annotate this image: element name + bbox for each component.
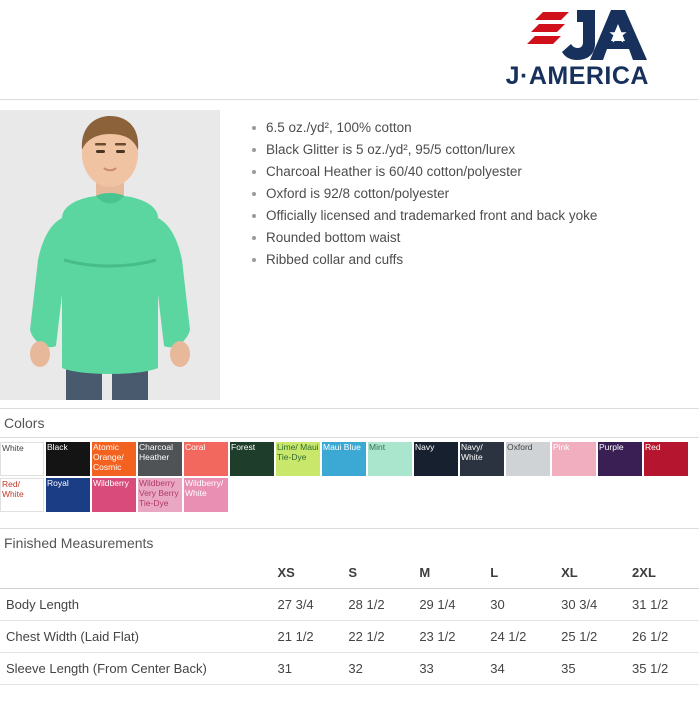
color-swatch[interactable] — [322, 442, 366, 476]
measurement-label: Sleeve Length (From Center Back) — [0, 653, 274, 685]
feature-item: Ribbed collar and cuffs — [250, 250, 679, 270]
color-label: Red — [645, 442, 661, 452]
color-swatch[interactable] — [46, 442, 90, 476]
color-label: Red/ White — [2, 479, 24, 499]
ja-star-logo-svg — [491, 6, 651, 66]
color-swatch[interactable] — [552, 442, 596, 476]
ja-star-logo-icon — [491, 6, 651, 62]
measurement-value: 35 — [557, 653, 628, 685]
size-header-m: M — [415, 557, 486, 589]
brand-name: J·AMERICA — [505, 62, 649, 90]
color-label: Oxford — [507, 442, 533, 452]
product-overview — [0, 100, 699, 400]
measurement-value: 34 — [486, 653, 557, 685]
color-swatch[interactable] — [506, 442, 550, 476]
color-swatches — [0, 438, 699, 520]
size-header-l: L — [486, 557, 557, 589]
measurement-value: 24 1/2 — [486, 621, 557, 653]
color-label: Charcoal Heather — [139, 442, 174, 462]
color-label: Lime/ Maui Tie-Dye — [277, 442, 319, 462]
color-label: Navy — [415, 442, 435, 452]
table-row — [0, 589, 699, 621]
color-label: Maui Blue — [323, 442, 361, 452]
color-swatch[interactable] — [0, 442, 44, 476]
feature-item: Charcoal Heather is 60/40 cotton/polyester — [250, 162, 679, 182]
measurement-label: Body Length — [0, 589, 274, 621]
feature-item: Officially licensed and trademarked front and back yoke — [250, 206, 679, 226]
color-label: Navy/ White — [461, 442, 483, 462]
color-swatch[interactable] — [92, 442, 136, 476]
color-swatch[interactable] — [230, 442, 274, 476]
feature-item: 6.5 oz./yd², 100% cotton — [250, 118, 679, 138]
measurements-section-title: Finished Measurements — [0, 528, 699, 557]
page-header — [0, 0, 699, 100]
color-label: Coral — [185, 442, 206, 452]
measurement-value: 29 1/4 — [415, 589, 486, 621]
table-row — [0, 653, 699, 685]
measurement-value: 31 1/2 — [628, 589, 699, 621]
color-label: Wildberry Very Berry Tie-Dye — [139, 478, 179, 508]
size-header-s: S — [344, 557, 415, 589]
measurements-table — [0, 557, 699, 685]
table-row — [0, 621, 699, 653]
color-swatch[interactable] — [276, 442, 320, 476]
table-header-row — [0, 557, 699, 589]
color-swatch[interactable] — [368, 442, 412, 476]
size-header-xl: XL — [557, 557, 628, 589]
color-swatch[interactable] — [46, 478, 90, 512]
color-swatch[interactable] — [184, 478, 228, 512]
color-swatch[interactable] — [414, 442, 458, 476]
measurement-value: 22 1/2 — [344, 621, 415, 653]
size-header-xs: XS — [274, 557, 345, 589]
color-label: White — [2, 443, 24, 453]
measurement-name-header — [0, 557, 274, 589]
measurement-value: 31 — [274, 653, 345, 685]
colors-section-title: Colors — [0, 408, 699, 438]
color-label: Mint — [369, 442, 386, 452]
feature-item: Rounded bottom waist — [250, 228, 679, 248]
color-label: Black — [47, 442, 68, 452]
color-label: Atomic Orange/ Cosmic — [93, 442, 124, 472]
model-illustration — [0, 110, 220, 400]
measurement-value: 33 — [415, 653, 486, 685]
color-label: Wildberry/ White — [185, 478, 224, 498]
color-swatch[interactable] — [598, 442, 642, 476]
measurement-value: 23 1/2 — [415, 621, 486, 653]
color-swatch[interactable] — [184, 442, 228, 476]
color-swatch[interactable] — [644, 442, 688, 476]
color-label: Royal — [47, 478, 69, 488]
color-label: Pink — [553, 442, 570, 452]
color-swatch-row — [0, 478, 699, 512]
measurement-value: 30 — [486, 589, 557, 621]
color-swatch[interactable] — [460, 442, 504, 476]
color-swatch[interactable] — [0, 478, 44, 512]
color-swatch-row — [0, 442, 699, 476]
brand-logo — [491, 6, 651, 91]
measurement-value: 25 1/2 — [557, 621, 628, 653]
measurement-value: 35 1/2 — [628, 653, 699, 685]
measurement-label: Chest Width (Laid Flat) — [0, 621, 274, 653]
color-label: Forest — [231, 442, 256, 452]
color-swatch[interactable] — [138, 478, 182, 512]
feature-list — [220, 110, 699, 400]
measurement-value: 21 1/2 — [274, 621, 345, 653]
color-label: Purple — [599, 442, 624, 452]
measurement-value: 27 3/4 — [274, 589, 345, 621]
color-swatch[interactable] — [138, 442, 182, 476]
feature-item: Black Glitter is 5 oz./yd², 95/5 cotton/lurex — [250, 140, 679, 160]
measurement-value: 32 — [344, 653, 415, 685]
measurement-value: 26 1/2 — [628, 621, 699, 653]
color-label: Wildberry — [93, 478, 129, 488]
color-swatch[interactable] — [92, 478, 136, 512]
measurement-value: 30 3/4 — [557, 589, 628, 621]
product-photo — [0, 110, 220, 400]
feature-item: Oxford is 92/8 cotton/polyester — [250, 184, 679, 204]
size-header-2xl: 2XL — [628, 557, 699, 589]
measurement-value: 28 1/2 — [344, 589, 415, 621]
